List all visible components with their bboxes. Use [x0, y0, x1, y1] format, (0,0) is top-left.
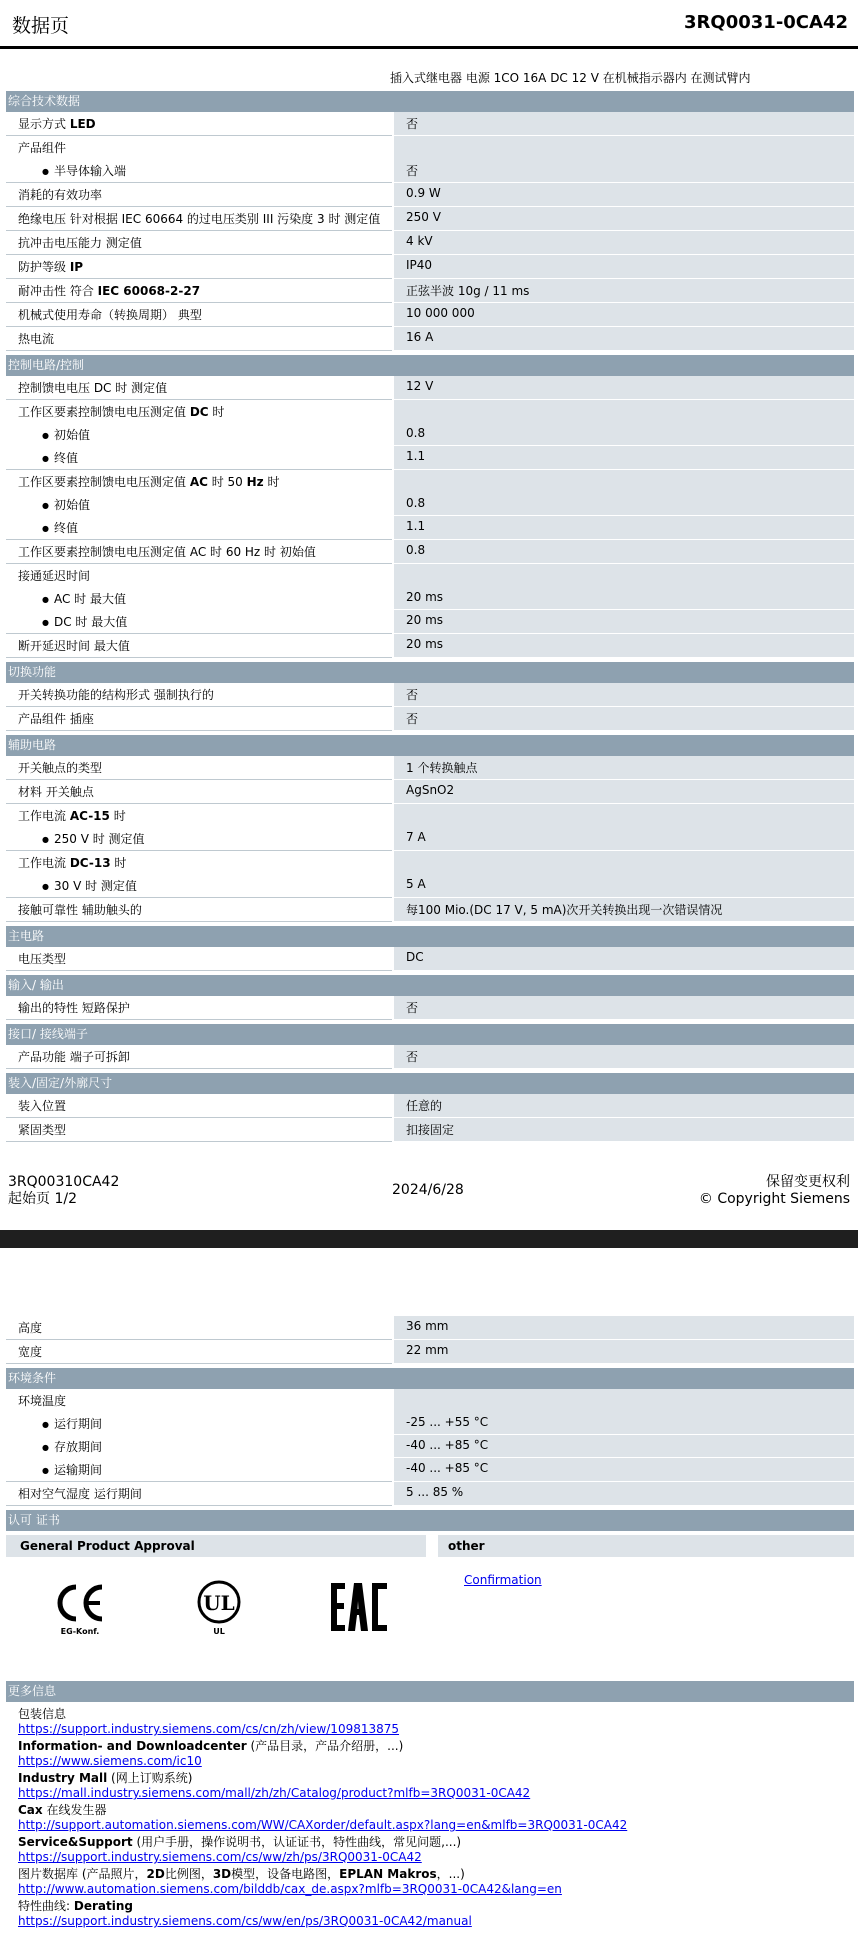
- spec-row: 工作电流 AC-15 时: [6, 804, 854, 827]
- spec-row: 环境温度: [6, 1389, 854, 1412]
- spec-table: [6, 91, 854, 1142]
- spec-row: 显示方式 LED 否: [6, 112, 854, 136]
- eac-mark-icon: [328, 1581, 390, 1635]
- spec-row: 热电流 16 A: [6, 327, 854, 351]
- spec-row: ● DC 时 最大值 20 ms: [6, 610, 854, 634]
- section-environment: 环境条件: [6, 1368, 854, 1389]
- section-interface: 接口/ 接线端子: [6, 1024, 854, 1045]
- spec-row: 接触可靠性 辅助触头的 每100 Mio.(DC 17 V, 5 mA)次开关转换出现一次错误情况: [6, 898, 854, 922]
- spec-row: 相对空气湿度 运行期间 5 ... 85 %: [6, 1482, 854, 1506]
- mall-link[interactable]: https://mall.industry.siemens.com/mall/zh/zh/Catalog/product?mlfb=3RQ0031-0CA42: [18, 1786, 531, 1800]
- spec-row: 装入位置 任意的: [6, 1094, 854, 1118]
- packaging-link[interactable]: https://support.industry.siemens.com/cs/cn/zh/view/109813875: [18, 1722, 400, 1736]
- product-number: 3RQ0031-0CA42: [684, 12, 848, 33]
- spec-row: 材料 开关触点 AgSnO2: [6, 780, 854, 804]
- spec-row: 开关转换功能的结构形式 强制执行的 否: [6, 683, 854, 707]
- section-approvals: 认可 证书: [6, 1510, 854, 1531]
- other-heading: other: [438, 1535, 854, 1557]
- info-item-service: Service&Support (用户手册，操作说明书，认证证书，特性曲线，常见问题,...) https://support.industry.siemens.com/cs/ww/zh/ps/3RQ0031-0CA42: [6, 1834, 854, 1866]
- spec-row: 工作区要素控制馈电电压测定值 AC 时 50 Hz 时: [6, 470, 854, 493]
- spec-row: 产品组件: [6, 136, 854, 159]
- spec-row: ● 终值 1.1: [6, 516, 854, 540]
- ce-mark-icon: [50, 1581, 110, 1636]
- section-control: 控制电路/控制: [6, 355, 854, 376]
- more-information: [6, 1681, 854, 1930]
- section-io: 输入/ 输出: [6, 975, 854, 996]
- section-mounting: 装入/固定/外廓尺寸: [6, 1073, 854, 1094]
- spec-row: ● 30 V 时 测定值 5 A: [6, 874, 854, 898]
- footer-page-number: 起始页 1/2: [8, 1191, 77, 1207]
- page-title: 数据页: [12, 15, 70, 37]
- spec-row: 输出的特性 短路保护 否: [6, 996, 854, 1020]
- ul-mark-icon: [194, 1579, 244, 1636]
- spec-row: ● 初始值 0.8: [6, 493, 854, 516]
- spec-row: 工作区要素控制馈电电压测定值 DC 时: [6, 400, 854, 423]
- image-db-link[interactable]: http://www.automation.siemens.com/bilddb/cax_de.aspx?mlfb=3RQ0031-0CA42&lang=en: [18, 1882, 562, 1896]
- spec-row: ● 250 V 时 测定值 7 A: [6, 827, 854, 851]
- cax-link[interactable]: http://support.automation.siemens.com/WW/CAXorder/default.aspx?lang=en&mlfb=3RQ0031-0CA42: [18, 1818, 628, 1832]
- spec-row: 紧固类型 扣接固定: [6, 1118, 854, 1142]
- footer-rights: 保留变更权利: [766, 1174, 850, 1190]
- spec-row: ● 运行期间 -25 ... +55 °C: [6, 1412, 854, 1435]
- footer-copyright: © Copyright Siemens: [698, 1191, 850, 1207]
- ce-label: EG-Konf.: [60, 1627, 100, 1636]
- spec-row: 产品组件 插座 否: [6, 707, 854, 731]
- svg-text:UL: UL: [203, 1591, 235, 1615]
- section-more-info: 更多信息: [6, 1681, 854, 1702]
- spec-row: 消耗的有效功率 0.9 W: [6, 183, 854, 207]
- info-item-cax: Cax 在线发生器 http://support.automation.siemens.com/WW/CAXorder/default.aspx?lang=en&mlfb=3RQ0031-0CA42: [6, 1802, 854, 1834]
- ul-label: UL: [213, 1627, 225, 1636]
- spec-row: ● AC 时 最大值 20 ms: [6, 587, 854, 610]
- certificate-logos: [6, 1557, 854, 1677]
- spec-row: 机械式使用寿命（转换周期） 典型 10 000 000: [6, 303, 854, 327]
- spec-row: ● 存放期间 -40 ... +85 °C: [6, 1435, 854, 1458]
- section-main-circuit: 主电路: [6, 926, 854, 947]
- product-description: 插入式继电器 电源 1CO 16A DC 12 V 在机械指示器内 在测试臂内: [390, 71, 751, 85]
- spec-row: 耐冲击性 符合 IEC 60068-2-27 正弦半波 10g / 11 ms: [6, 279, 854, 303]
- spec-row: 开关触点的类型 1 个转换触点: [6, 756, 854, 780]
- spec-row: 绝缘电压 针对根据 IEC 60664 的过电压类别 III 污染度 3 时 测定值 250 V: [6, 207, 854, 231]
- spec-row: 宽度 22 mm: [6, 1340, 854, 1364]
- info-item-mall: Industry Mall (网上订购系统) https://mall.industry.siemens.com/mall/zh/zh/Catalog/product?mlfb=3RQ0031-0CA42: [6, 1770, 854, 1802]
- spec-row: 产品功能 端子可拆卸 否: [6, 1045, 854, 1069]
- spec-row: 工作区要素控制馈电电压测定值 AC 时 60 Hz 时 初始值 0.8: [6, 540, 854, 564]
- page-header: [0, 0, 858, 49]
- section-switching: 切换功能: [6, 662, 854, 683]
- spec-row: 断开延迟时间 最大值 20 ms: [6, 634, 854, 658]
- spec-row: ● 半导体输入端 否: [6, 159, 854, 183]
- datasheet-page-2: [0, 1248, 858, 1957]
- spec-row: 控制馈电电压 DC 时 测定值 12 V: [6, 376, 854, 400]
- service-link[interactable]: https://support.industry.siemens.com/cs/ww/zh/ps/3RQ0031-0CA42: [18, 1850, 422, 1864]
- spec-row: 抗冲击电压能力 测定值 4 kV: [6, 231, 854, 255]
- footer-date: 2024/6/28: [392, 1182, 464, 1198]
- section-general: 综合技术数据: [6, 91, 854, 112]
- info-item-derating: 特性曲线: Derating https://support.industry.siemens.com/cs/ww/en/ps/3RQ0031-0CA42/manual: [6, 1898, 854, 1930]
- spec-table-continued: [6, 1316, 854, 1531]
- spec-row: 电压类型 DC: [6, 947, 854, 971]
- spec-row: 接通延迟时间: [6, 564, 854, 587]
- spec-row: 工作电流 DC-13 时: [6, 851, 854, 874]
- section-aux: 辅助电路: [6, 735, 854, 756]
- info-item-image-db: 图片数据库 (产品照片，2D比例图，3D模型，设备电路图，EPLAN Makros，...) http://www.automation.siemens.com/bilddb/cax_de.aspx?mlfb=3RQ0031-0CA42&lang=en: [6, 1866, 854, 1898]
- downloadcenter-link[interactable]: https://www.siemens.com/ic10: [18, 1754, 202, 1768]
- footer-order-number: 3RQ00310CA42: [8, 1174, 120, 1190]
- spec-row: 高度 36 mm: [6, 1316, 854, 1340]
- confirmation-link[interactable]: Confirmation: [464, 1573, 542, 1587]
- spec-row: 防护等级 IP IP40: [6, 255, 854, 279]
- general-product-approval-heading: General Product Approval: [6, 1535, 426, 1557]
- spec-row: ● 运输期间 -40 ... +85 °C: [6, 1458, 854, 1482]
- derating-link[interactable]: https://support.industry.siemens.com/cs/ww/en/ps/3RQ0031-0CA42/manual: [18, 1914, 472, 1928]
- info-item-downloadcenter: Information- and Downloadcenter (产品目录，产品介绍册，...) https://www.siemens.com/ic10: [6, 1738, 854, 1770]
- spec-row: ● 终值 1.1: [6, 446, 854, 470]
- approvals-header: [6, 1535, 854, 1557]
- page-separator: [0, 1230, 858, 1248]
- spec-row: ● 初始值 0.8: [6, 423, 854, 446]
- info-item-packaging: 包装信息 https://support.industry.siemens.com/cs/cn/zh/view/109813875: [6, 1706, 854, 1738]
